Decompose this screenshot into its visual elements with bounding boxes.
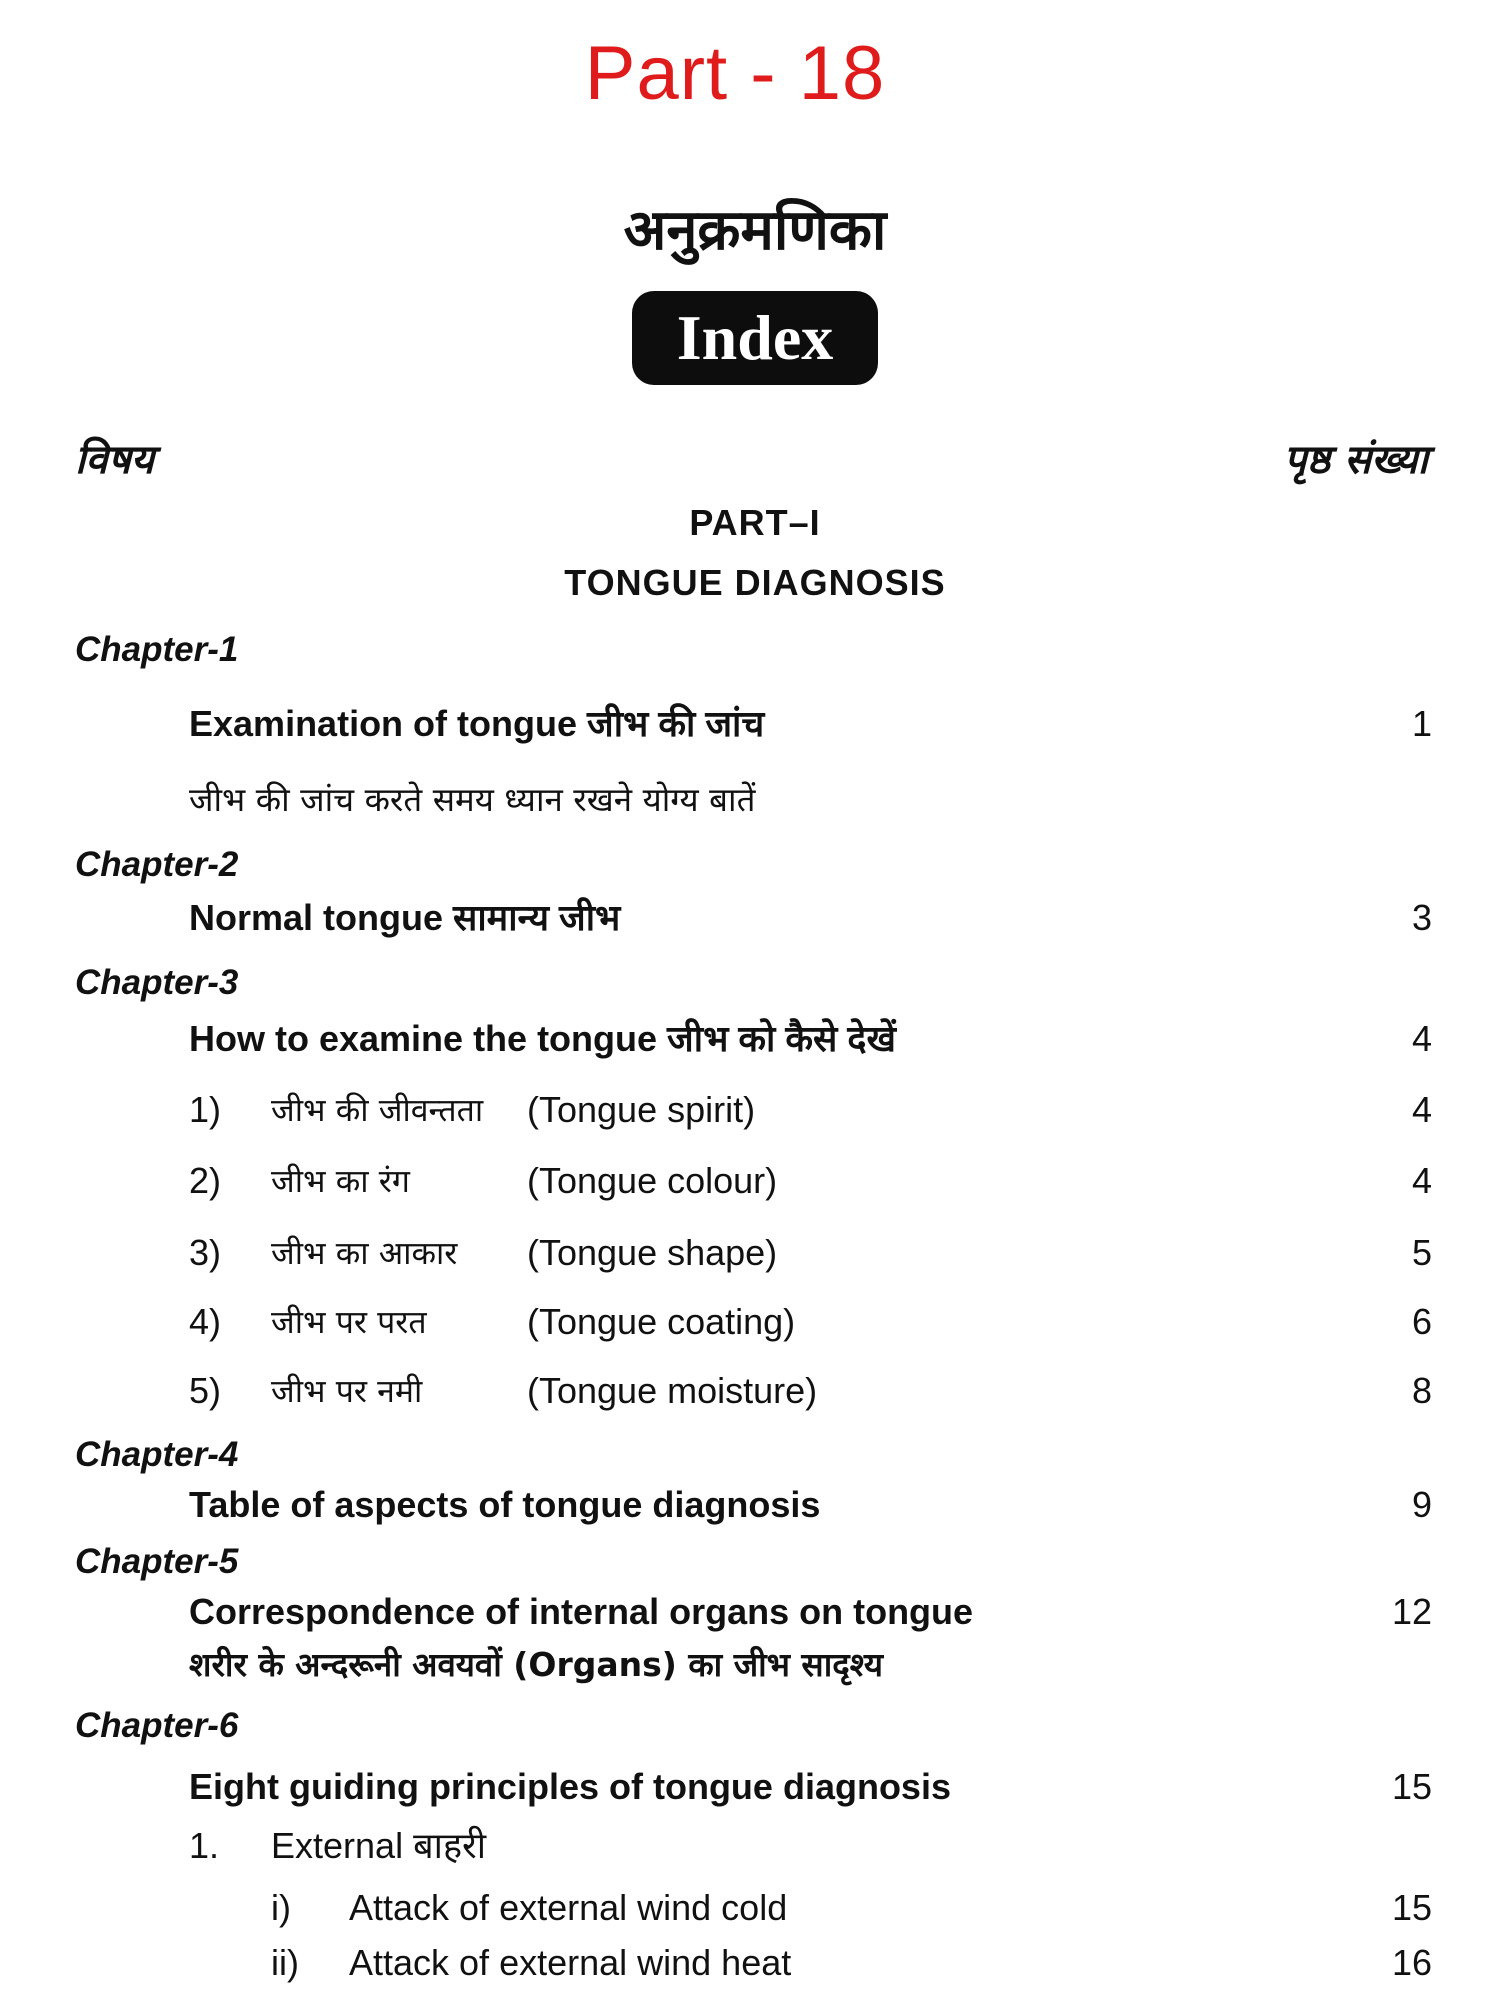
item-number: ii)	[271, 1942, 299, 1983]
item-hindi: जीभ का रंग	[271, 1162, 410, 1200]
item-text: Attack of external wind heat	[349, 1942, 792, 1983]
toc-note	[0, 775, 1500, 825]
item-page: 16	[1391, 1942, 1432, 1983]
chapter-4-title: Table of aspects of tongue diagnosis	[189, 1484, 821, 1525]
chapter-5-title: Correspondence of internal organs on tongue	[189, 1591, 974, 1632]
item-hindi: जीभ पर परत	[271, 1303, 427, 1341]
toc-entry[interactable]	[0, 699, 1500, 749]
toc-subitem[interactable]	[0, 1228, 1500, 1278]
chapter-6-label: Chapter-6	[75, 1706, 239, 1745]
part-heading: PART–I	[689, 502, 821, 543]
item-number: i)	[271, 1887, 291, 1928]
toc-entry[interactable]	[0, 1480, 1500, 1530]
chapter-5-title-hindi: शरीर के अन्दरूनी अवयवों (Organs) का जीभ सादृश्य	[189, 1645, 883, 1684]
item-english: (Tongue coating)	[527, 1301, 796, 1342]
item-page: 4	[1411, 1160, 1432, 1201]
chapter-label	[0, 1701, 1500, 1751]
item-english: (Tongue moisture)	[527, 1370, 818, 1411]
chapter-2-page: 3	[1411, 897, 1432, 938]
chapter-6-title: Eight guiding principles of tongue diagnosis	[189, 1766, 951, 1807]
chapter-label	[0, 840, 1500, 890]
item-number: 3)	[189, 1232, 222, 1273]
chapter-4-page: 9	[1411, 1484, 1432, 1525]
toc-subitem[interactable]	[0, 1938, 1500, 1988]
item-text: Attack of external wind cold	[349, 1887, 788, 1928]
part-label: Part - 18	[584, 31, 886, 116]
toc-subitem[interactable]	[0, 1156, 1500, 1206]
chapter-label	[0, 1430, 1500, 1480]
chapter-5-label: Chapter-5	[75, 1542, 239, 1581]
sub-title: External बाहरी	[271, 1825, 487, 1866]
item-page: 6	[1411, 1301, 1432, 1342]
item-hindi: जीभ की जीवन्तता	[271, 1091, 484, 1129]
chapter-label	[0, 958, 1500, 1008]
chapter-3-title: How to examine the tongue जीभ को कैसे देखें	[189, 1018, 896, 1059]
toc-subitem[interactable]	[0, 1883, 1500, 1933]
page-column-header: पृष्ठ संख्या	[1283, 437, 1428, 483]
sub-number: 1.	[189, 1825, 220, 1866]
toc-subitem[interactable]	[0, 1366, 1500, 1416]
item-english: (Tongue colour)	[527, 1160, 778, 1201]
item-page: 15	[1391, 1887, 1432, 1928]
item-page: 8	[1411, 1370, 1432, 1411]
item-page: 4	[1411, 1089, 1432, 1130]
chapter-1-page: 1	[1411, 703, 1432, 744]
toc-subitem[interactable]	[0, 1085, 1500, 1135]
toc-entry-hindi	[0, 1640, 1500, 1690]
item-hindi: जीभ का आकार	[271, 1234, 458, 1272]
subject-column-header: विषय	[75, 437, 154, 483]
chapter-4-label: Chapter-4	[75, 1435, 239, 1474]
toc-subitem[interactable]	[0, 1297, 1500, 1347]
chapter-label	[0, 1537, 1500, 1587]
toc-entry[interactable]	[0, 1014, 1500, 1064]
chapter-2-label: Chapter-2	[75, 845, 239, 884]
item-english: (Tongue shape)	[527, 1232, 778, 1273]
toc-entry[interactable]	[0, 1587, 1500, 1637]
toc-entry[interactable]	[0, 1762, 1500, 1812]
item-number: 2)	[189, 1160, 222, 1201]
item-page: 5	[1411, 1232, 1432, 1273]
chapter-2-title: Normal tongue सामान्य जीभ	[189, 897, 621, 938]
chapter-3-page: 4	[1411, 1018, 1432, 1059]
chapter-1-note: जीभ की जांच करते समय ध्यान रखने योग्य बातें	[189, 780, 756, 819]
chapter-5-page: 12	[1391, 1591, 1432, 1632]
toc-entry[interactable]	[0, 893, 1500, 943]
chapter-6-page: 15	[1391, 1766, 1432, 1807]
section-heading: TONGUE DIAGNOSIS	[564, 562, 946, 603]
chapter-label	[0, 625, 1500, 675]
toc-subheading	[0, 1821, 1500, 1871]
item-hindi: जीभ पर नमी	[271, 1372, 423, 1410]
chapter-1-title: Examination of tongue जीभ की जांच	[189, 703, 765, 744]
item-number: 4)	[189, 1301, 222, 1342]
chapter-1-label: Chapter-1	[75, 630, 239, 669]
item-english: (Tongue spirit)	[527, 1089, 756, 1130]
item-number: 5)	[189, 1370, 222, 1411]
chapter-3-label: Chapter-3	[75, 963, 239, 1002]
page-title-hindi: अनुक्रमणिका	[623, 198, 887, 263]
item-number: 1)	[189, 1089, 222, 1130]
index-badge: Index	[632, 291, 878, 385]
